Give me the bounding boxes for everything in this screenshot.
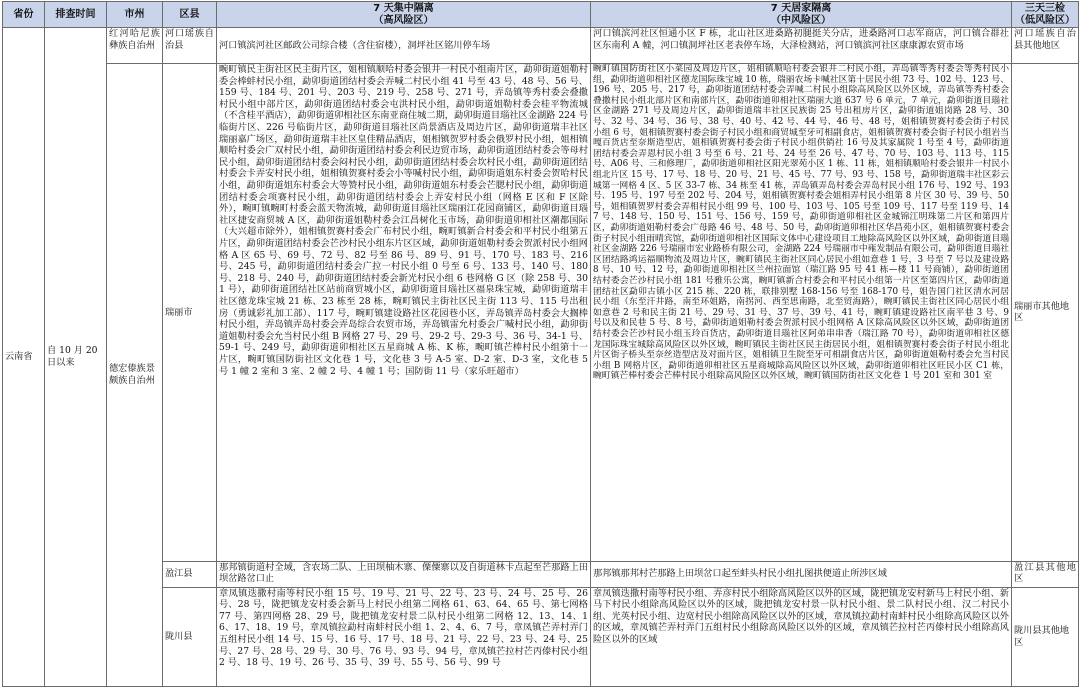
header-province: 省份 [3,2,45,28]
county-cell-ruili: 瑞丽市 [163,64,217,562]
low-risk-cell-ruili: 瑞丽市其他地区 [1012,64,1079,562]
mid-risk-cell-ruili: 畹町镇国防街社区小菜园及周边片区，姐相镇顺哈村委会银井二村民小组，弄岛镇等秀村委会等秀村民小组，勐卯街道卯相社区德龙国际珠宝城 10 栋，瑞丽农场卡喊社区第十居民小组 73 号、102 号、123 号、196 号、205 号、217 号，勐卯街道团结村委会弄喊二村民小组除高风险区以外区域，弄岛镇等秀村委会叠撒村民小组北部片区和南部片区，勐卯街道卯相社区瑞丽大道 637 号 6 单元，7 单元，勐卯街道目瑙社区金湖路 271 号及周边片区，勐卯街道瑞丰社区民族街 25 号出租房片区，勐卯街道姐岗路 28 号、30 号、32 号、34 号、36 号、38 号、40 号、42 号、44 号、46 号、48 号，姐相镇贺赛村委会街子村民小组 6 号，姐相镇贺赛村委会街子村民小组和商贸城至牙可相副食店，姐相镇贺赛村委会街子村民小组岩当嘎百货店至奈斯造型店，姐相镇贺赛村委会街子村民小组供销社 16 号及其家属院 1 号至 4 号，勐卯街道团结村委会弄恩村民小组 3 号至 6 号、21 号、24 号至 26 号、47 号、70 号、103 号、113 号、115 号、A06 号、三和修理厂，勐卯街道卯相社区阳光翠苑小区 1 栋、11 栋，姐相镇顺哈村委会银井一村民小组北片区 15 号、17 号、18 号、20 号、21 号、45 号、77 号、93 号、158 号，勐卯街道瑞丰社区彩云城第一网格 4 区、5 区 33-7 栋、34 栋至 41 栋，弄岛镇弄岛村委会弄岛村民小组 176 号、192 号、193 号、195 号、197 号至 202 号、204 号，姐相镇贺赛村委会姐相弄村民小组第 8 片区 30 号、39 号、50 号，姐相镇贺罗村委会弄相村民小组 99 号、100 号、103 号、105 号至 109 号、117 号至 119 号、147 号、148 号、150 号、151 号、156 号、159 号，勐卯街道卯相社区金城锦江明珠第二片区和第四片区，勐卯街道姐勒村委会广母路 46 号、48 号、50 号，勐卯街道卯相社区华昌苑小区，姐相镇贺赛村委会街子村民小组雨晴宾馆，勐卯街道卯相社区国际文体中心建设项目工地除高风险区以外区域，勐卯街道目瑙社区金湖路 226 号瑞丽市宏业路桥有限公司，金湖路 224 号瑞丽市中雍发制品有限公司，勐卯街道目瑙社区团结路鸿运福顺物流及周边片区，畹町镇民主街社区同心居民小组如意巷 1 号，3 号至 7 号以及建设路 8 号、10 号、12 号，勐卯街道卯相社区兰州拉面馆（瑞江路 95 号 41 栋—楼 11 号商铺），勐卯街道团结村委会芒沙村民小组 181 号雅乐公寓，畹町镇新合村委会和平村民小组第一片区至第四片区，勐卯街道团结社区勐卯古镇小区 215 栋、220 栋，联排别墅 168-156 号至 168-170 号，姐告国门社区清水河居民小组（东至汗井路，南至环姐路，南拐河、西至思南路，北至贸海路），畹町镇民主街社区同心居民小组如意巷 2 号和民主街 21 号、29 号、31 号、37 号、39 号、41 号，畹町镇建设路社区南平巷 3 号、9 号以及和民巷 5 号、8 号，勐卯街道姐勒村委会贺派村民小组网格 A 区除高风险区以外区域，勐卯街道团结村委会芒沙村民小组玉玲百货店，勐卯街道目瑙社区阿弟串串香（瑞江路 70 号），勐卯街道卯相社区德龙国际珠宝城除高风险区以外区域，畹町镇民主街社区民主街居民小组，姐相镇贺赛村委会街子村民小组北片区街子桥头至奈丝造型店及对面片区，姐相镇卫生院至牙可相副食店片区，勐卯街道姐勒村委会允当村民小组 B 网格片区，勐卯街道卯相社区五星商城除高风险区以外区域，勐卯街道卯相社区旺民小区 C1 栋，畹町镇芒棒村委会芒棒村民小组除高风险区以外区域，畹町镇国防街社区文化巷 1 号 201 室和 301 室 [591,64,1012,562]
header-city: 市州 [107,2,163,28]
header-check-time: 排查时间 [45,2,107,28]
county-cell-hekou: 河口瑶族自治县 [163,28,217,64]
header-low-risk-sub: （低风险区） [1015,14,1075,26]
table-header-row [3,2,1079,28]
table-row-yingjiang [3,561,1079,587]
check-time-cell: 自 10 月 20 日以来 [45,28,107,687]
header-mid-risk-main: 7 天居家隔离 [770,2,832,14]
mid-risk-cell-yingjiang: 那邦镇那邦村芒那路上田坝岔口起至蚌头村民小组扎图拱便道止所涉区域 [591,561,1012,587]
header-low-risk-main: 三天三检 [1025,2,1065,14]
header-high-risk-main: 7 天集中隔离 [373,2,434,14]
low-risk-cell-yingjiang: 盈江县其他地区 [1012,561,1079,587]
high-risk-cell-hekou: 河口镇滨河社区邮政公司综合楼（含住宿楼），洞坪社区铭川停车场 [217,28,591,64]
city-cell-honghe: 红河哈尼族彝族自治州 [107,28,163,64]
risk-area-table [2,1,1079,687]
low-risk-cell-longchuan: 陇川县其他地区 [1012,587,1079,686]
table-row-ruili [3,64,1079,562]
high-risk-cell-yingjiang: 那邦镇街道村全域，含农场二队、上田坝柚木寨、傈僳寨以及自街道林卡点起至芒那路上田坝岔路岔口止 [217,561,591,587]
high-risk-cell-ruili: 畹町镇民主街社区民主街片区，姐相镇顺哈村委会银井一村民小组南片区，勐卯街道姐勒村委会棒蚌村民小组，勐卯街道团结村委会弄喊二村民小组 41 号至 43 号、48 号、56 号、159 号、184 号、201 号、203 号、219 号、258 号、271 号，弄岛镇等秀村委会叠撒村民小组中部片区，勐卯街道团结村委会屯洪村民小组，勐卯街道姐勒村委会桂平物流城（不含桂平酒店），勐卯街道卯相社区东南亚商住城二期，勐卯街道目瑙社区金湖路 224 号临街片区、226 号临街片区，勐卯街道目瑙社区尚景酒店及周边片区，勐卯街道瑞丰社区瑞丽嘉广场区，勐卯街道瑞丰社区皇佳精品酒店，姐相镇贺罗村委会俄罗村民小组，姐相镇顺哈村委会广双村民小组，勐卯街道团结村委会利民边贸市场，勐卯街道团结村委会等母村民小组，勐卯街道团结村委会闷村民小组，勐卯街道团结村委会坎村民小组，勐卯街道团结村委会卡弄安村民小组，姐相镇贺赛村委会小等喊村民小组，勐卯街道姐东村委会贺哈村民小组，勐卯街道姐东村委会大等赞村民小组，勐卯街道姐东村委会芒腮村民小组，勐卯街道团结村委会项赛村民小组，勐卯街道团结村委会上弄安村民小组（网格 E 区和 F 区除外），畹町镇畹町村委会蓝天物流城，勐卯街道目瑙社区瑞丽江花园商铺区，勐卯街道目瑙社区捷安商贸城 A 区，勐卯街道姐勒村委会江昌树化玉市场，勐卯街道卯相社区潮都国际（大兴超市除外），姐相镇贺赛村委会广布村民小组，畹町镇新合村委会和平村民小组第五片区，勐卯街道团结村委会芒沙村民小组东片区区域，勐卯街道姐勒村委会贺派村民小组网格 A 区 65 号、69 号、72 号、82 号至 86 号、89 号、91 号、170 号、183 号、216 号、245 号，勐卯街道团结村委会广拉一村民小组 0 号至 6 号、133 号、140 号、180 号、218 号、240 号，勐卯街道团结村委会新光村民小组 6 巷网格 G 区（除 258 号、301 号），勐卯街道团结社区站前商贸城小区，勐卯街道目瑙社区福泉珠宝城，勐卯街道瑞丰社区德龙珠宝城 21 栋、23 栋至 28 栋，畹町镇民主街社区民主街 113 号、115 号出租房（勇诚彩礼加工部）、117 号，畹町镇建设路社区花园巷小区，弄岛镇弄岛村委会大搁棒村民小组，弄岛镇弄岛村委会弄岛综合农贸市场，弄岛镇雷允村委会广喊村民小组，勐卯街道姐勒村委会允当村民小组 B 网格 27 号、29 号、29-2 号、29-3 号、36 号、34-1 号、59-1 号、249 号，勐卯街道卯相社区五星商城 A 栋、K 栋，畹町镇芒棒村民小组第十一片区，畹町镇国防街社区文化巷 1 号，文化巷 3 号 A-5 室、D-2 室、D-3 室，文化巷 5 号 1 幢 2 室和 3 室、2 幢 2 号、4 幢 1 号；国防街 11 号（家乐旺超市） [217,64,591,562]
city-cell-dehong: 德宏傣族景颇族自治州 [107,64,163,687]
county-cell-longchuan: 陇川县 [163,587,217,686]
low-risk-cell-hekou: 河口瑶族自治县其他地区 [1012,28,1079,64]
mid-risk-cell-longchuan: 章凤镇迭撒村南等村民小组、弄彦村民小组除高风险区以外的区域，陇把镇龙安村新马上村民小组、新马下村民小组除高风险区以外的区域，陇把镇龙安村景一队村民小组、景二队村民小组、汉二村民小组、光英村民小组、边宽村民小组除高风险区以外的区域，章凤镇拉勐村南蚌村民小组除高风险区以外的区域，章凤镇芒弄村弄门五组村民小组除高风险区以外的区域，章凤镇芒拉村芒丙傣村民小组除高风险区以外的区域 [591,587,1012,686]
high-risk-cell-longchuan: 章凤镇迭撒村南等村民小组 15 号、19 号、21 号、22 号、23 号、24 号、25 号、26 号、28 号，陇把镇龙安村委会新马上村民小组第二网格 61、63、64、65 号、第七网格 77 号、第四网格 28、29 号，陇把镇龙安村景二队村民小组第二网格 12、13、14、16、17、18、19 号，章凤镇拉勐村南蚌村民小组 1、2、4、6、7 号，章凤镇芒弄村弄门五组村民小组 14 号、15 号、16 号、17 号、18 号、21 号、22 号、23 号、24 号、25 号、27 号、28 号、29 号、30 号、76 号、93 号、94 号，章凤镇芒拉村芒丙傣村民小组 2 号、18 号、19 号、26 号、35 号、39 号、55 号、56 号、99 号 [217,587,591,686]
table-row-longchuan [3,587,1079,686]
mid-risk-cell-hekou: 河口镇滨河社区恒通小区 F 栋，北山社区进桑路初腿挺关分店，进桑路河口志军商店，河口镇合群社区东南利 A 幢，河口镇洞坪社区老表停车场，大泽检测站，河口镇滨河社区康康源农贸市场 [591,28,1012,64]
table-row-hekou [3,28,1079,64]
header-high-risk-sub: （高风险区） [373,14,434,26]
header-mid-risk [591,2,1012,28]
header-county: 区县 [163,2,217,28]
province-cell: 云南省 [3,28,45,687]
county-cell-yingjiang: 盈江县 [163,561,217,587]
header-low-risk [1012,2,1079,28]
header-mid-risk-sub: （中风险区） [771,14,831,26]
header-high-risk [217,2,591,28]
